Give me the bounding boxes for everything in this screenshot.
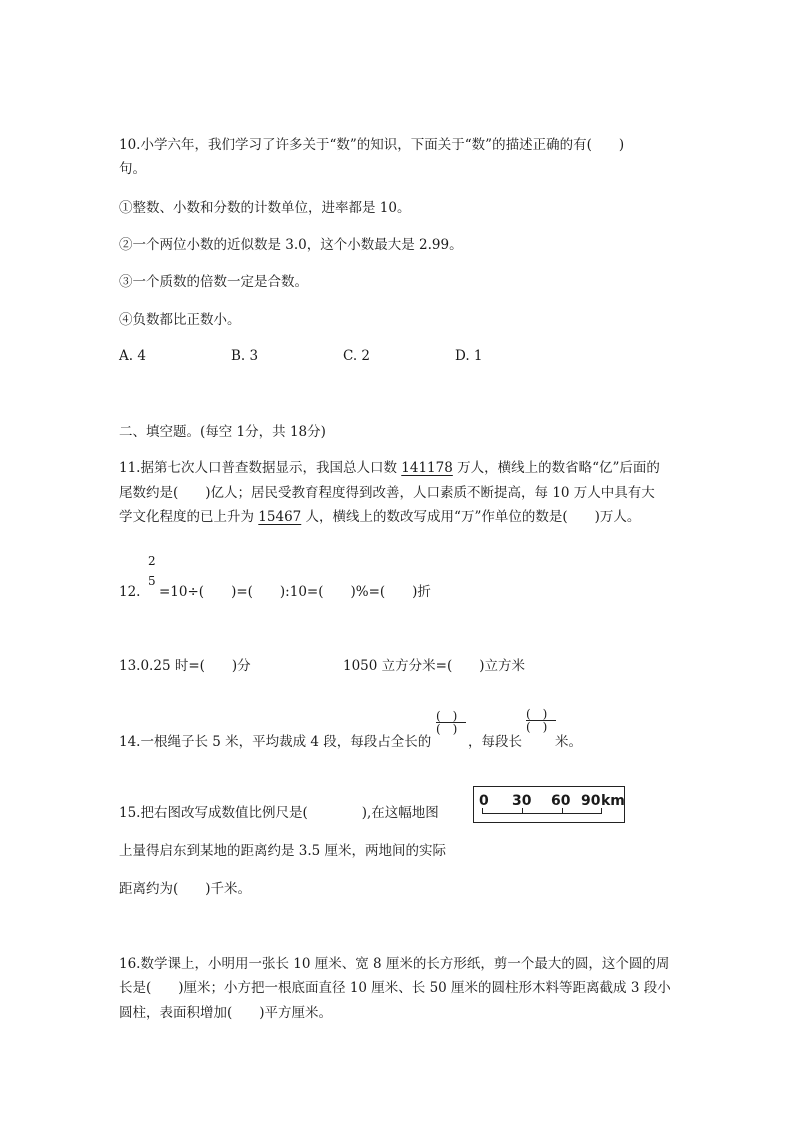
scale-label-30: 30 <box>512 793 532 809</box>
scale-label-0: 0 <box>479 793 489 809</box>
q11-line3 <box>119 508 640 526</box>
q10-option-a: A. 4 <box>119 348 146 364</box>
q10-statement-3: ③一个质数的倍数一定是合数。 <box>119 274 308 290</box>
q15-line2: 上量得启东到某地的距离约是 3.5 厘米，两地间的实际 <box>119 843 447 859</box>
scale-tick <box>482 808 483 814</box>
q11-underlined-number-1: 141178 <box>401 460 453 476</box>
q11-line1 <box>119 459 660 477</box>
q11-text-a: 11.据第七次人口普查数据显示，我国总人口数 <box>119 460 402 476</box>
q14-text-b: ，每段长 <box>468 734 522 750</box>
q10-statement-1: ①整数、小数和分数的计数单位，进率都是 10。 <box>119 200 411 216</box>
q10-line1: 10.小学六年，我们学习了许多关于“数”的知识，下面关于“数”的描述正确的有( ) <box>119 137 625 153</box>
q10-statement-2: ②一个两位小数的近似数是 3.0，这个小数最大是 2.99。 <box>119 237 463 253</box>
map-scale-bar <box>473 786 625 823</box>
scale-tick <box>522 808 523 814</box>
q13-left: 13.0.25 时=( )分 <box>119 658 251 674</box>
q14-text-a: 14.一根绳子长 5 米，平均裁成 4 段，每段占全长的 <box>119 734 432 750</box>
scale-ruler-line <box>482 813 602 814</box>
q12-numerator: 2 <box>148 554 156 568</box>
scale-tick <box>601 808 602 814</box>
q12-denominator: 5 <box>148 574 156 588</box>
scale-label-km: km <box>601 793 625 809</box>
q14-fraction-1-numerator: ( ) <box>436 709 458 723</box>
q10-statement-4: ④负数都比正数小。 <box>119 312 241 328</box>
q14-fraction-2-numerator: ( ) <box>526 707 548 721</box>
q10-line2: 句。 <box>119 161 146 177</box>
q13-right: 1050 立方分米=( )立方米 <box>343 658 525 674</box>
q14-fraction-1 <box>436 710 466 734</box>
q11-text-b: 万人，横线上的数省略“亿”后面的 <box>452 460 660 476</box>
q14-fraction-2-denominator: ( ) <box>526 720 548 734</box>
scale-tick <box>562 808 563 814</box>
q16-line2: 长是( )厘米；小方把一根底面直径 10 厘米、长 50 厘米的圆柱形木料等距离截成 3 段小 <box>119 980 671 996</box>
q11-line2: 尾数约是( )亿人；居民受教育程度得到改善，人口素质不断提高，每 10 万人中具有大 <box>119 485 655 501</box>
q16-line3: 圆柱，表面积增加( )平方厘米。 <box>119 1005 333 1021</box>
q10-option-b: B. 3 <box>231 348 259 364</box>
scale-label-90: 90 <box>581 793 601 809</box>
q14-fraction-1-denominator: ( ) <box>436 722 458 736</box>
q15-line1: 15.把右图改写成数值比例尺是( ),在这幅地图 <box>119 805 439 821</box>
q11-underlined-number-2: 15467 <box>258 509 302 525</box>
section-2-title: 二、填空题。(每空 1分，共 18分) <box>119 424 326 440</box>
q15-line3: 距离约为( )千米。 <box>119 881 252 897</box>
q11-text-d: 人，横线上的数改写成用“万”作单位的数是( )万人。 <box>301 509 641 525</box>
scale-label-60: 60 <box>551 793 571 809</box>
q10-option-d: D. 1 <box>455 348 483 364</box>
q14-text-c: 米。 <box>555 734 582 750</box>
q16-line1: 16.数学课上，小明用一张长 10 厘米、宽 8 厘米的长方形纸，剪一个最大的圆，这个圆的周 <box>119 956 670 972</box>
q12-prefix: 12. <box>119 584 141 600</box>
q10-option-c: C. 2 <box>343 348 371 364</box>
q14-fraction-2 <box>526 708 556 732</box>
q12-text: =10÷( )=( ):10=( )%=( )折 <box>159 584 431 600</box>
q11-text-c: 学文化程度的已上升为 <box>119 509 259 525</box>
